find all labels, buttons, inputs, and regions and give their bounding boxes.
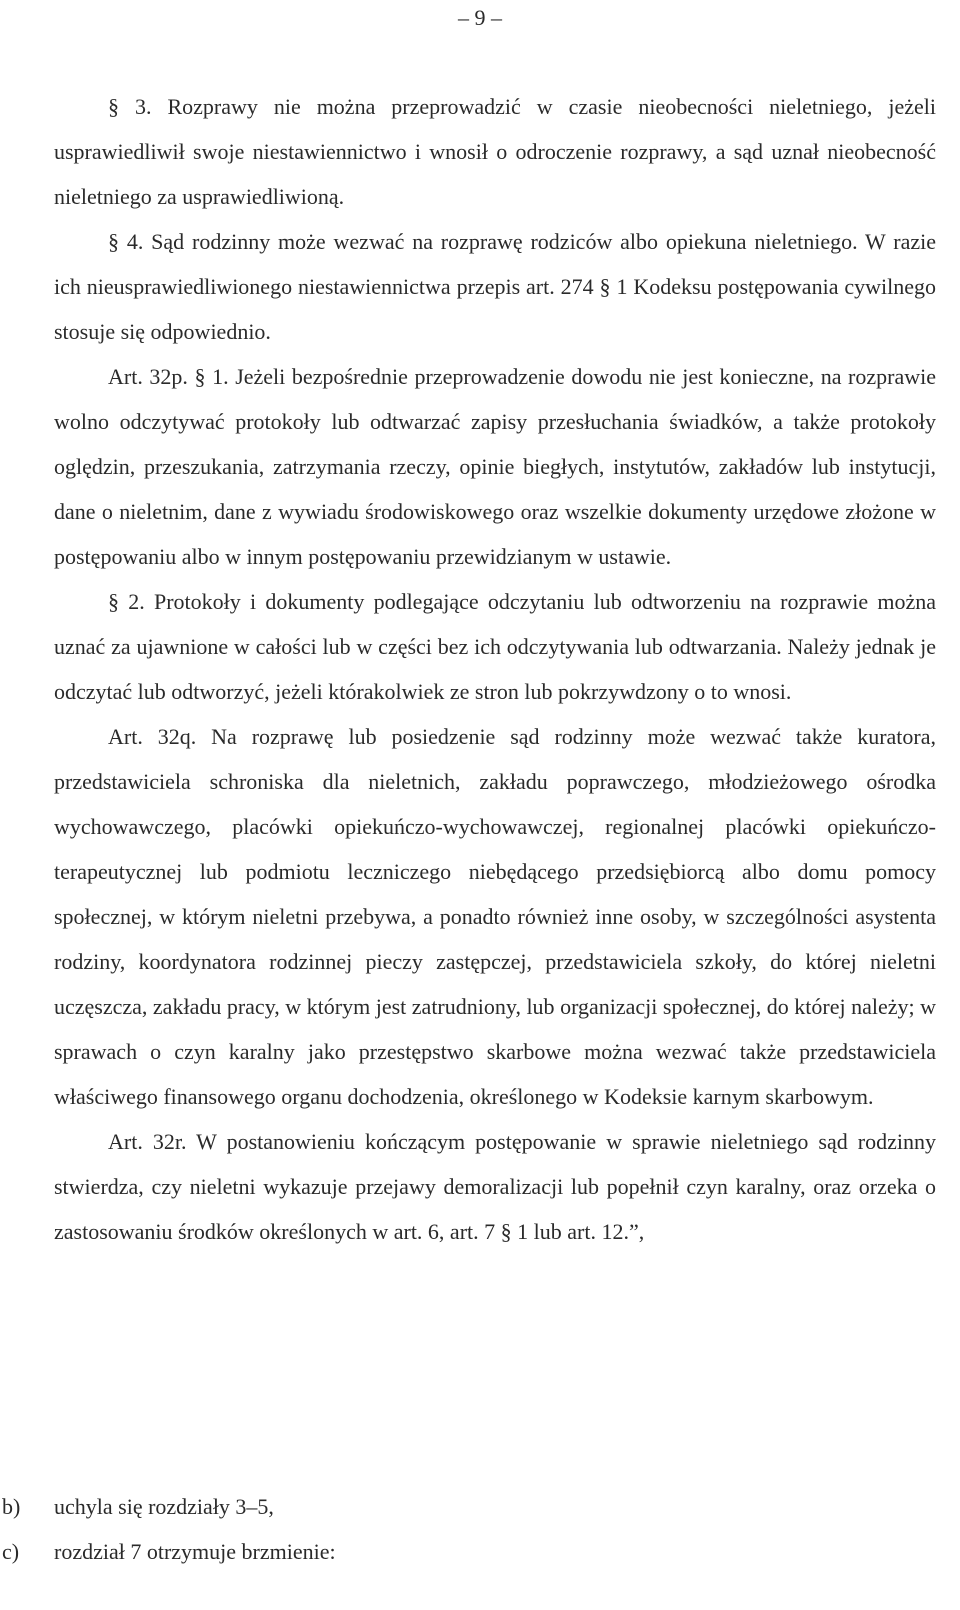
list-item-b (0, 1484, 960, 1529)
article-32p-par-2: § 2. Protokoły i dokumenty podlegające odczytaniu lub odtworzeniu na rozprawie można uznać za ujawnione w całości lub w części bez ich odczytywania lub odtwarzania. Należy jednak je odczytać lub odtworzyć, jeżeli którakolwiek ze stron lub pokrzywdzony o to wnosi. (54, 589, 936, 704)
article-32q: Art. 32q. Na rozprawę lub posiedzenie sąd rodzinny może wezwać także kuratora, przedstawiciela schroniska dla nieletnich, zakładu poprawczego, młodzieżowego ośrodka wychowawczego, placówki opiekuńczo-wychowawczej, regionalnej placówki opiekuńczo-terapeutycznej lub podmiotu leczniczego niebędącego przedsiębiorcą albo domu pomocy społecznej, w którym nieletni przebywa, a ponadto również inne osoby, w szczególności asystenta rodziny, koordynatora rodzinnej pieczy zastępczej, przedstawiciela szkoły, do której nieletni uczęszcza, zakładu pracy, w którym jest zatrudniony, lub organizacji społecznej, do której należy; w sprawach o czyn karalny jako przestępstwo skarbowe można wezwać także przedstawiciela właściwego finansowego organu dochodzenia, określonego w Kodeksie karnym skarbowym. (54, 724, 936, 1109)
article-32r: Art. 32r. W postanowieniu kończącym postępowanie w sprawie nieletniego sąd rodzinny stwierdza, czy nieletni wykazuje przejawy demoralizacji lub popełnił czyn karalny, oraz orzeka o zastosowaniu środków określonych w art. 6, art. 7 § 1 lub art. 12.”, (54, 1129, 936, 1244)
document-body (54, 84, 936, 1254)
paragraph-4: § 4. Sąd rodzinny może wezwać na rozprawę rodziców albo opiekuna nieletniego. W razie ich nieusprawiedliwionego niestawiennictwa przepis art. 274 § 1 Kodeksu postępowania cywilnego stosuje się odpowiednio. (54, 229, 936, 344)
page-number: – 9 – (458, 5, 502, 30)
list-item-c (0, 1529, 960, 1574)
list-marker: c) (2, 1539, 20, 1564)
paragraph-3: § 3. Rozprawy nie można przeprowadzić w czasie nieobecności nieletniego, jeżeli usprawiedliwił swoje niestawiennictwo i wnosił o odroczenie rozprawy, a sąd uznał nieobecność nieletniego za usprawiedliwioną. (54, 94, 936, 209)
list-item-text: rozdział 7 otrzymuje brzmienie: (54, 1539, 336, 1564)
list-marker: b) (2, 1494, 21, 1519)
article-32p-par-1: Art. 32p. § 1. Jeżeli bezpośrednie przeprowadzenie dowodu nie jest konieczne, na rozprawie wolno odczytywać protokoły lub odtwarzać zapisy przesłuchania świadków, a także protokoły oględzin, przeszukania, zatrzymania rzeczy, opinie biegłych, instytutów, zakładów lub instytucji, dane o nieletnim, dane z wywiadu środowiskowego oraz wszelkie dokumenty urzędowe złożone w postępowaniu albo w innym postępowaniu przewidzianym w ustawie. (54, 364, 936, 569)
list-item-text: uchyla się rozdziały 3–5, (54, 1494, 274, 1519)
